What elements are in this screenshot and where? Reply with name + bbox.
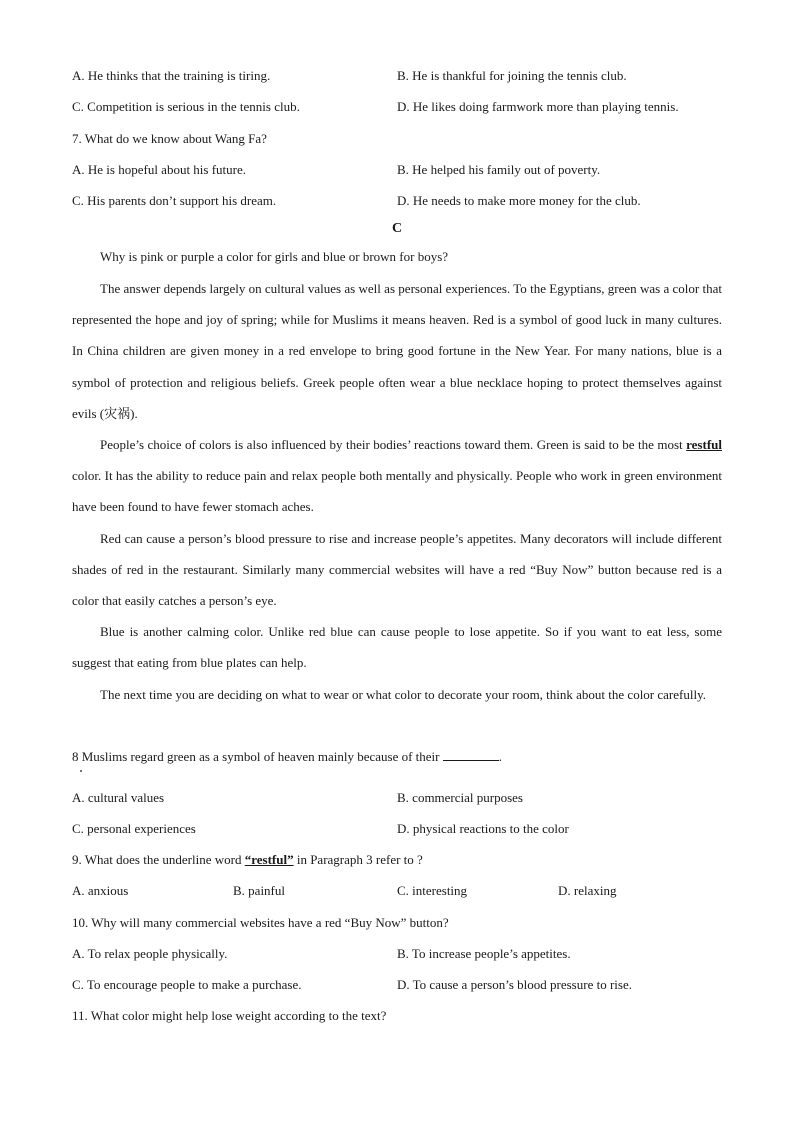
passage-intro: Why is pink or purple a color for girls and blue or brown for boys? bbox=[100, 249, 449, 264]
passage-paragraph-4: Blue is another calming color. Unlike red blue can cause people to lose appetite. So if you want to eat less, some suggest that eating from blue plates can help. bbox=[72, 624, 722, 671]
q8-question-text: 8 Muslims regard green as a symbol of heaven mainly because of their bbox=[72, 749, 443, 764]
q9-option-c[interactable]: C. interesting bbox=[397, 883, 468, 898]
q11-question: 11. What color might help lose weight according to the text? bbox=[72, 1008, 387, 1023]
q8-question-end: . bbox=[498, 749, 502, 764]
q10-option-b[interactable]: B. To increase people’s appetites. bbox=[397, 946, 571, 961]
q9-question-text: 9. What does the underline word bbox=[72, 852, 245, 867]
q9-option-d[interactable]: D. relaxing bbox=[558, 883, 617, 898]
q6-option-a[interactable]: A. He thinks that the training is tiring. bbox=[72, 68, 271, 83]
q6-option-c[interactable]: C. Competition is serious in the tennis club. bbox=[72, 99, 300, 114]
q8-option-a[interactable]: A. cultural values bbox=[72, 790, 165, 805]
q6-option-b[interactable]: B. He is thankful for joining the tennis club. bbox=[397, 68, 627, 83]
q9-option-a[interactable]: A. anxious bbox=[72, 883, 129, 898]
section-c-title: C bbox=[391, 221, 403, 236]
passage-paragraph-2 bbox=[72, 429, 722, 523]
underlined-word-restful: restful bbox=[686, 437, 722, 452]
q8-option-d[interactable]: D. physical reactions to the color bbox=[397, 821, 569, 836]
stray-dot bbox=[80, 770, 82, 772]
q9-underlined-word: “restful” bbox=[244, 852, 294, 867]
q10-option-c[interactable]: C. To encourage people to make a purchase. bbox=[72, 977, 302, 992]
q10-option-a[interactable]: A. To relax people physically. bbox=[72, 946, 228, 961]
paragraph-2-text-start: People’s choice of colors is also influenced by their bodies’ reactions toward them. Green is said to be the most bbox=[100, 437, 687, 452]
q7-option-b[interactable]: B. He helped his family out of poverty. bbox=[397, 162, 601, 177]
q9-question bbox=[72, 852, 423, 868]
paragraph-2-text-end: color. It has the ability to reduce pain and relax people both mentally and physically. People who work in green environment have been found to have fewer stomach aches. bbox=[72, 468, 722, 515]
q8-option-c[interactable]: C. personal experiences bbox=[72, 821, 196, 836]
q8-option-b[interactable]: B. commercial purposes bbox=[397, 790, 523, 805]
q7-option-c[interactable]: C. His parents don’t support his dream. bbox=[72, 193, 277, 208]
q10-question: 10. Why will many commercial websites have a red “Buy Now” button? bbox=[72, 915, 449, 930]
passage-paragraph-1: The answer depends largely on cultural values as well as personal experiences. To the Egyptians, green was a color that represented the hope and joy of spring; while for Muslims it means heaven. Red is a symbol of good luck in many cultures. In China children are given money in a red envelope to bring good fortune in the New Year. For many nations, blue is a symbol of protection and religious beliefs. Greek people often wear a blue necklace hoping to protect themselves against evils (灾祸). bbox=[72, 281, 722, 421]
passage-paragraph-3: Red can cause a person’s blood pressure to rise and increase people’s appetites. Many decorators will include different shades of red in the restaurant. Similarly many commercial websites will have a red “Buy Now” button because red is a color that easily catches a person’s eye. bbox=[72, 531, 722, 609]
q8-question bbox=[72, 748, 502, 765]
q7-question: 7. What do we know about Wang Fa? bbox=[72, 131, 267, 146]
q6-option-d[interactable]: D. He likes doing farmwork more than playing tennis. bbox=[397, 99, 679, 114]
q10-option-d[interactable]: D. To cause a person’s blood pressure to rise. bbox=[397, 977, 632, 992]
q7-option-d[interactable]: D. He needs to make more money for the club. bbox=[397, 193, 641, 208]
q9-question-end: in Paragraph 3 refer to ? bbox=[293, 852, 423, 867]
answer-blank[interactable] bbox=[443, 748, 499, 761]
q9-option-b[interactable]: B. painful bbox=[233, 883, 285, 898]
q7-option-a[interactable]: A. He is hopeful about his future. bbox=[72, 162, 247, 177]
passage-paragraph-5: The next time you are deciding on what to wear or what color to decorate your room, think about the color carefully. bbox=[100, 687, 706, 702]
